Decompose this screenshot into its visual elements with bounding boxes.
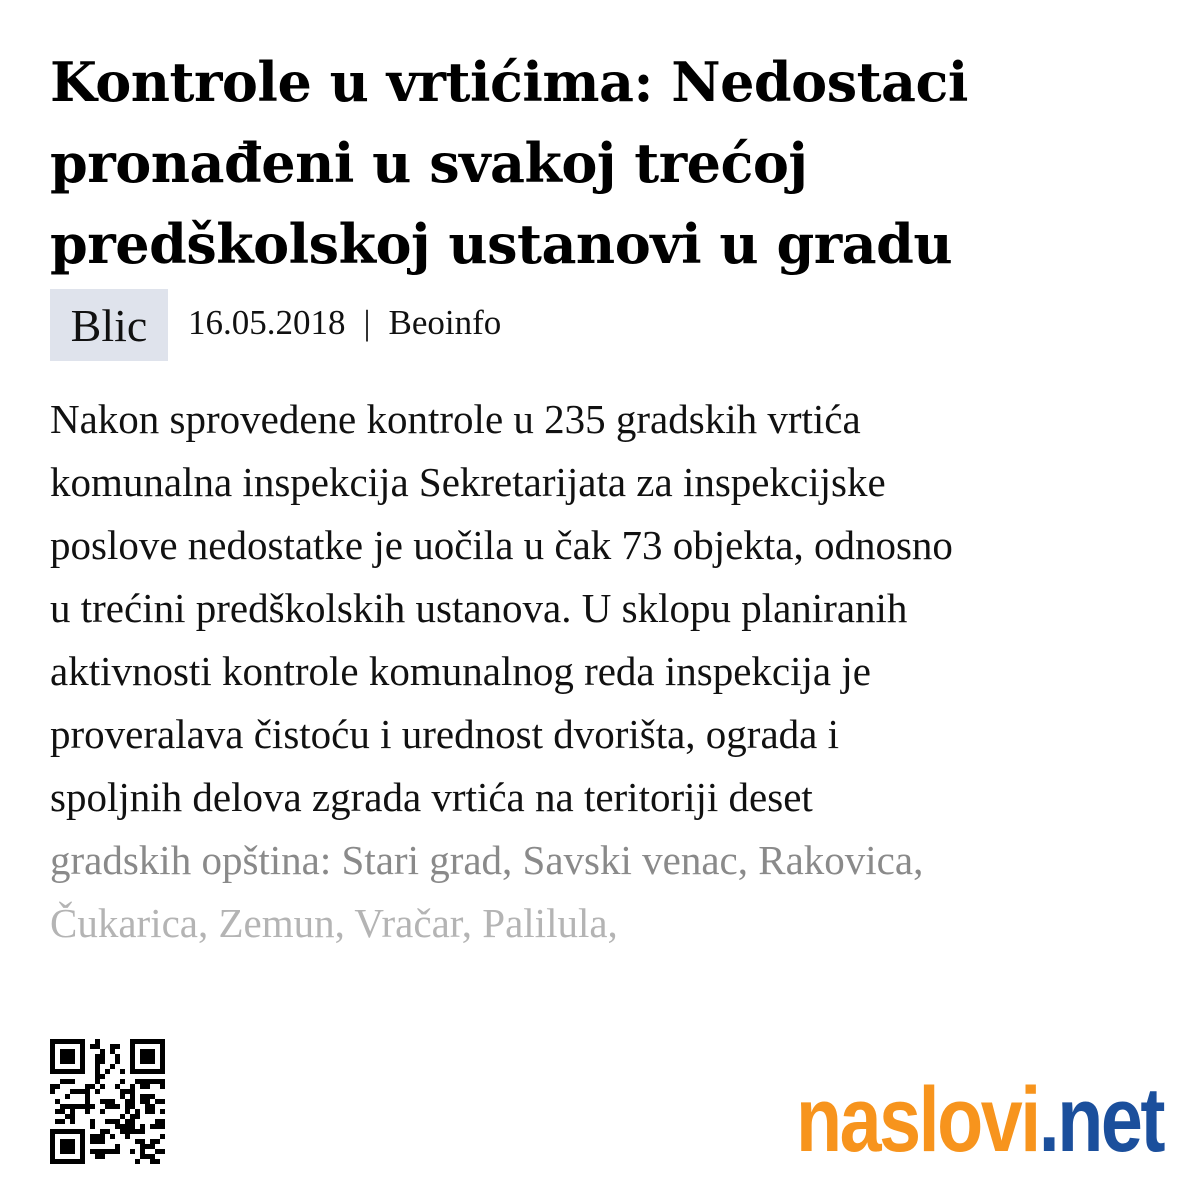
site-logo[interactable] bbox=[796, 1069, 1164, 1171]
meta-separator: | bbox=[363, 303, 371, 342]
article-meta bbox=[50, 289, 501, 361]
logo-text-naslovi: naslovi bbox=[796, 1069, 1039, 1171]
article-date: 16.05.2018 bbox=[188, 303, 346, 342]
article-body bbox=[50, 388, 1160, 955]
article-category[interactable]: Beoinfo bbox=[388, 303, 502, 342]
logo-text-net: .net bbox=[1038, 1069, 1164, 1171]
article-title bbox=[50, 42, 1160, 285]
article-title-line: pronađeni u svakoj trećoj bbox=[50, 131, 808, 195]
article-body-line: aktivnosti kontrole komunalnog reda inspekcija je bbox=[50, 648, 871, 694]
meta-text bbox=[188, 289, 501, 343]
article-body-line: gradskih opština: Stari grad, Savski venac, Rakovica, bbox=[50, 837, 924, 883]
article-body-line: u trećini predškolskih ustanova. U sklopu planiranih bbox=[50, 585, 908, 631]
article-title-line: Kontrole u vrtićima: Nedostaci bbox=[50, 50, 968, 114]
article-body-line: Čukarica, Zemun, Vračar, Palilula, bbox=[50, 900, 618, 946]
article-body-line: poslove nedostatke je uočila u čak 73 objekta, odnosno bbox=[50, 522, 953, 568]
article-title-line: predškolskoj ustanovi u gradu bbox=[50, 212, 953, 276]
article-body-line: komunalna inspekcija Sekretarijata za inspekcijske bbox=[50, 459, 886, 505]
source-badge[interactable]: Blic bbox=[50, 289, 168, 361]
article-body-line: proveralava čistoću i urednost dvorišta, ograda i bbox=[50, 711, 839, 757]
article-body-line: Nakon sprovedene kontrole u 235 gradskih vrtića bbox=[50, 396, 861, 442]
article-body-line: spoljnih delova zgrada vrtića na teritoriji deset bbox=[50, 774, 813, 820]
qr-code-icon[interactable] bbox=[50, 1039, 165, 1164]
